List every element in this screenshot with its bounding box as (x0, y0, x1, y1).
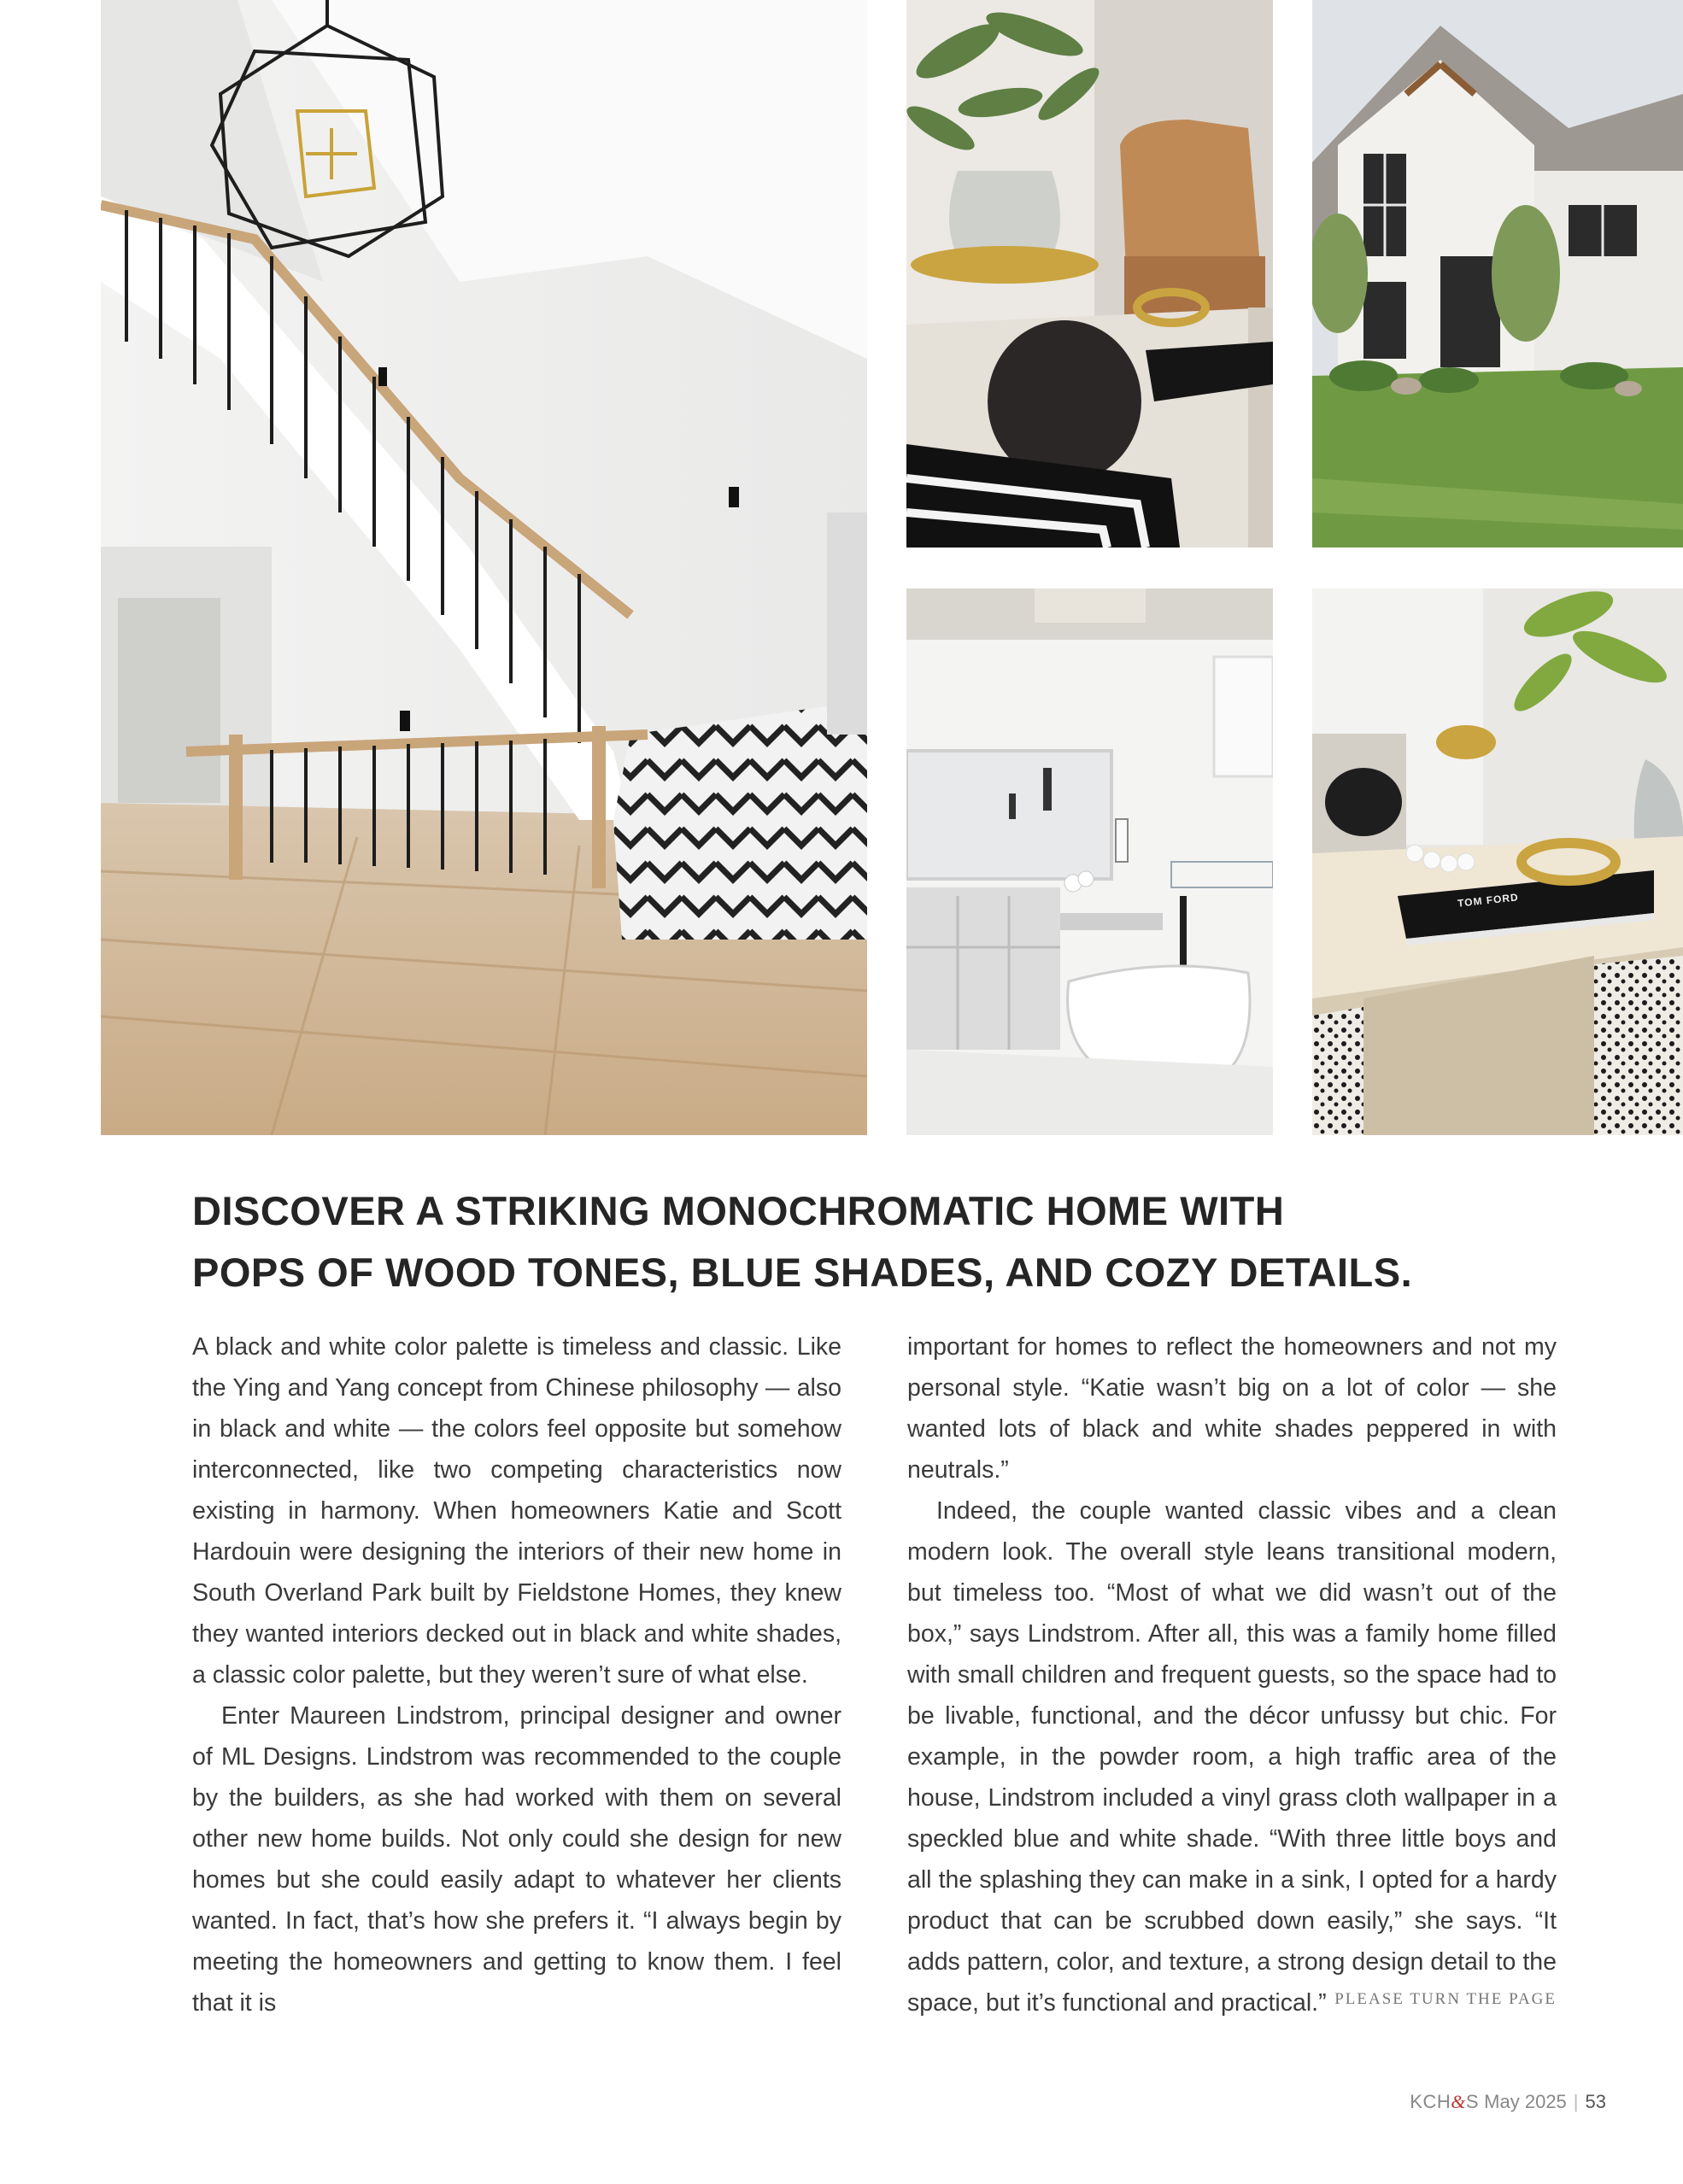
photo-coffee-table (1312, 588, 1683, 1135)
issue-date: May 2025 (1484, 2091, 1567, 2112)
magazine-logo: KCH&S (1410, 2091, 1480, 2112)
paragraph: Enter Maureen Lindstrom, principal designer and owner of ML Designs. Lindstrom was recommended to the couple by the builders, as she had worked with them on several other new home builds. Not only could she design for new homes but she could easily adapt to whatever her clients wanted. In fact, that’s how she prefers it. “I always begin by meeting the homeowners and getting to know them. I feel that it is (192, 1702, 842, 2017)
photo-bathroom (906, 588, 1273, 1135)
folio-separator: | (1573, 2091, 1579, 2112)
page-number: 53 (1585, 2091, 1606, 2112)
headline-line-2: POPS OF WOOD TONES, BLUE SHADES, AND COZY DETAILS. (192, 1250, 1413, 1295)
paragraph: important for homes to reflect the homeowners and not my personal style. “Katie wasn’t big on a lot of color — she wanted lots of black and white shades peppered in with neutrals.” (907, 1333, 1557, 1484)
photo-house-exterior (1312, 0, 1683, 547)
paragraph: Indeed, the couple wanted classic vibes and a clean modern look. The overall style leans transitional modern, but timeless too. “Most of what we did wasn’t out of the box,” says Lindstrom. After all, this was a family home filled with small children and frequent guests, so the space had to be livable, functional, and the décor unfussy but chic. For example, in the powder room, a high traffic area of the house, Lindstrom included a vinyl grass cloth wallpaper in a speckled blue and white shade. “With three little boys and all the splashing they can make in a sink, I opted for a hardy product that can be scrubbed down easily,” she says. “It adds pattern, color, and texture, a strong design detail to the space, but it’s functional and practical.” (907, 1497, 1557, 2017)
paragraph: A black and white color palette is timeless and classic. Like the Ying and Yang concept from Chinese philosophy — also in black and white — the colors feel opposite but somehow interconnected, like two competing characteristics now existing in harmony. When homeowners Katie and Scott Hardouin were designing the interiors of their new home in South Overland Park built by Fieldstone Homes, they knew they wanted interiors decked out in black and white shades, a classic color palette, but they weren’t sure of what else. (192, 1333, 842, 1689)
book-cover-lettering: TOM FORD (1457, 891, 1520, 910)
photo-staircase (101, 0, 867, 1135)
body-column-left (192, 1326, 842, 2023)
headline-line-1: DISCOVER A STRIKING MONOCHROMATIC HOME WITH (192, 1188, 1285, 1233)
page-footer (1350, 2091, 1606, 2113)
continue-note: PLEASE TURN THE PAGE (1334, 1990, 1557, 2008)
article-headline (192, 1180, 1576, 1303)
photo-vase-tray (906, 0, 1273, 547)
body-column-right (907, 1326, 1557, 2023)
